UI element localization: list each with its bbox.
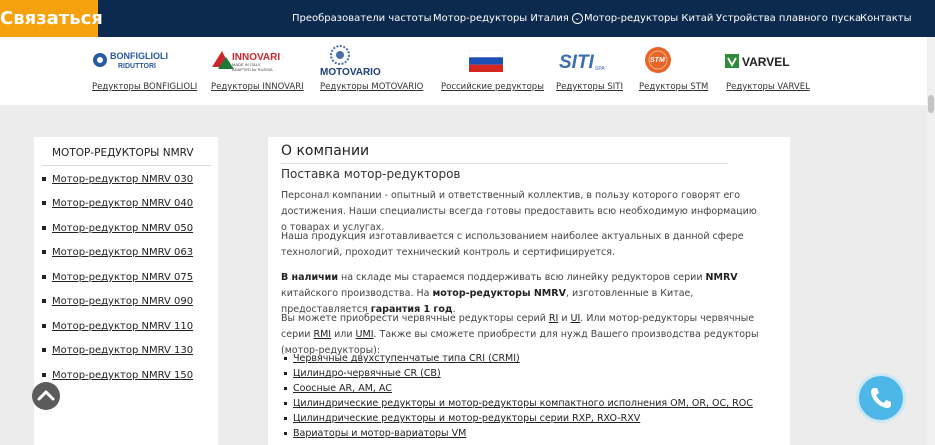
bold-text: мотор-редукторы NMRV: [432, 288, 566, 299]
svg-text:VARVEL: VARVEL: [742, 55, 790, 69]
text: Вы можете приобрести червячные редукторы серий: [281, 313, 549, 324]
list-item-label: Цилиндро-червячные CR (CB): [293, 368, 441, 379]
bullet-icon: [284, 387, 287, 390]
nav-soft-starters[interactable]: [716, 0, 861, 37]
link-ri[interactable]: RI: [548, 313, 559, 324]
link-ui[interactable]: UI: [570, 313, 581, 324]
svg-text:SITI: SITI: [559, 52, 594, 73]
bullet-icon: [42, 177, 46, 181]
brand-varvel[interactable]: [724, 37, 810, 105]
sidebar-item-nmrv-090[interactable]: [42, 296, 193, 307]
sidebar-item-nmrv-110[interactable]: [42, 321, 193, 332]
top-navbar: [0, 0, 935, 37]
brand-innovari[interactable]: [210, 37, 304, 105]
sidebar-item-nmrv-050[interactable]: [42, 223, 193, 234]
bold-text: гарантия 1 год: [370, 304, 453, 315]
stm-logo: [642, 46, 674, 74]
bullet-icon: [42, 250, 46, 254]
text: на складе мы стараемся поддерживать всю линейку редукторов серии: [337, 272, 706, 283]
nav-label: Преобразователи частоты: [292, 13, 432, 24]
nav-contacts[interactable]: [860, 0, 911, 37]
link-rmi[interactable]: RMI: [313, 329, 332, 340]
chevron-up-icon: [32, 382, 60, 410]
nav-motor-reducers-italy[interactable]: [433, 0, 583, 37]
bullet-icon: [42, 373, 46, 377]
bullet-icon: [42, 324, 46, 328]
contact-button[interactable]: Связаться: [0, 0, 98, 37]
paragraph-production: Наша продукция изготавливается с использованием наиболее актуальных в данной сфере технологий, проходит технический контроль и сертифицируется.: [281, 231, 744, 258]
bullet-icon: [42, 348, 46, 352]
svg-text:STM: STM: [650, 57, 665, 64]
brand-label: Российские редукторы: [441, 82, 544, 92]
brand-label: Редукторы MOTOVARIO: [320, 82, 424, 92]
sidebar-item-label: Мотор-редуктор NMRV 063: [52, 247, 194, 258]
text: или: [331, 329, 356, 340]
varvel-logo: [724, 47, 796, 75]
phone-icon: [859, 376, 903, 420]
paragraph-staff: Персонал компании - опытный и ответственный коллектив, в пользу которого говорят его достижения. Наши специалисты всегда готовы предоставить всю необходимую информацию о товарах и услугах.: [281, 190, 757, 233]
brand-russian[interactable]: [440, 37, 544, 105]
brand-siti[interactable]: [555, 37, 623, 105]
nav-label: Мотор-редукторы Китай: [584, 13, 714, 24]
motovario-logo: [318, 45, 386, 77]
text: , изготовленные в Китае, предоставляется: [281, 288, 694, 315]
scrollbar-thumb[interactable]: [928, 95, 934, 113]
sidebar-item-nmrv-075[interactable]: [42, 272, 193, 283]
list-item[interactable]: [284, 353, 520, 364]
call-button[interactable]: [856, 373, 906, 423]
list-item-label: Вариаторы и мотор-вариаторы VM: [293, 428, 467, 439]
brand-stm[interactable]: [638, 37, 709, 105]
sidebar-item-nmrv-030[interactable]: [42, 174, 193, 185]
brand-label: Редукторы STM: [639, 82, 709, 92]
svg-text:INNOVARI: INNOVARI: [232, 52, 281, 63]
text: китайского производства. На: [281, 288, 433, 299]
bullet-icon: [284, 417, 287, 420]
nav-label: Устройства плавного пуска: [716, 13, 862, 24]
sidebar: [34, 137, 218, 445]
russia-flag-icon: [468, 47, 504, 75]
list-item[interactable]: [284, 383, 392, 394]
list-item-label: Цилиндрические редукторы и мотор-редукторы компактного исполнения OM, OR, OC, ROC: [293, 398, 753, 409]
nav-label: Мотор-редукторы Италия: [433, 13, 569, 24]
bullet-icon: [42, 201, 46, 205]
bullet-icon: [284, 357, 287, 360]
nav-frequency-converters[interactable]: [292, 0, 431, 37]
list-item-label: Цилиндрические редукторы и мотор-редукторы серии RXP, RXO-RXV: [293, 413, 641, 424]
text: . Также вы сможете приобрести для нужд Вашего производства редукторы (мотор-редукторы):: [281, 329, 759, 356]
nav-label: Контакты: [860, 13, 912, 24]
list-item-label: Соосные AR, AM, AC: [293, 383, 392, 394]
main-content: [268, 137, 790, 445]
sidebar-item-nmrv-130[interactable]: [42, 345, 193, 356]
bullet-icon: [42, 299, 46, 303]
list-item[interactable]: [284, 398, 753, 409]
sidebar-item-label: Мотор-редуктор NMRV 150: [52, 370, 194, 381]
bullet-icon: [284, 402, 287, 405]
sidebar-title: МОТОР-РЕДУКТОРЫ NMRV: [52, 147, 194, 159]
bonfiglioli-logo: [90, 47, 190, 75]
divider: [42, 165, 212, 166]
siti-logo: [555, 47, 615, 75]
nav-motor-reducers-china[interactable]: [584, 0, 713, 37]
brand-motovario[interactable]: [318, 37, 424, 105]
sidebar-item-label: Мотор-редуктор NMRV 130: [52, 345, 194, 356]
sidebar-item-label: Мотор-редуктор NMRV 075: [52, 272, 194, 283]
innovari-logo: [210, 47, 300, 75]
sidebar-item-label: Мотор-редуктор NMRV 040: [52, 198, 194, 209]
text: и: [558, 313, 571, 324]
svg-text:BONFIGLIOLI: BONFIGLIOLI: [110, 51, 168, 61]
list-item[interactable]: [284, 413, 640, 424]
svg-text:SPA: SPA: [595, 66, 605, 72]
svg-text:MADE IN ITALY,: MADE IN ITALY,: [232, 62, 261, 67]
brand-label: Редукторы SITI: [556, 82, 623, 92]
divider: [281, 163, 728, 164]
list-item[interactable]: [284, 428, 466, 439]
scrollbar[interactable]: [927, 37, 935, 445]
brand-label: Редукторы INNOVARI: [211, 82, 304, 92]
sidebar-item-nmrv-150[interactable]: [42, 370, 193, 381]
svg-text:MOTOVARIO: MOTOVARIO: [320, 67, 381, 77]
brands-bar: [0, 37, 935, 105]
text: .: [452, 304, 456, 315]
bullet-icon: [42, 275, 46, 279]
svg-text:ADAPTED for RUSSIA: ADAPTED for RUSSIA: [232, 67, 273, 72]
brand-label: Редукторы BONFIGLIOLI: [92, 82, 198, 92]
sidebar-item-nmrv-040[interactable]: [42, 198, 193, 209]
list-item[interactable]: [284, 368, 441, 379]
bullet-icon: [42, 226, 46, 230]
sidebar-item-nmrv-063[interactable]: [42, 247, 193, 258]
brand-bonfiglioli[interactable]: [90, 37, 198, 105]
sidebar-item-label: Мотор-редуктор NMRV 090: [52, 296, 194, 307]
sidebar-item-label: Мотор-редуктор NMRV 110: [52, 321, 194, 332]
scroll-to-top-button[interactable]: [32, 382, 60, 410]
brand-label: Редукторы VARVEL: [726, 82, 810, 92]
svg-text:RIDUTTORI: RIDUTTORI: [118, 63, 156, 70]
chevron-down-icon: ⌄: [572, 13, 583, 24]
bold-text: В наличии: [281, 272, 338, 283]
sidebar-item-label: Мотор-редуктор NMRV 050: [52, 223, 194, 234]
page-subtitle: Поставка мотор-редукторов: [281, 167, 461, 181]
page-title: О компании: [281, 143, 370, 159]
link-umi[interactable]: UMI: [355, 329, 374, 340]
bullet-icon: [284, 372, 287, 375]
bullet-icon: [284, 432, 287, 435]
bold-text: NMRV: [705, 272, 738, 283]
text: . Или мотор-редукторы червячные серии: [281, 313, 755, 340]
paragraph-series: [281, 311, 761, 359]
sidebar-item-label: Мотор-редуктор NMRV 030: [52, 174, 194, 185]
list-item-label: Червячные двухступенчатые типа CRI (CRMI): [293, 353, 520, 364]
